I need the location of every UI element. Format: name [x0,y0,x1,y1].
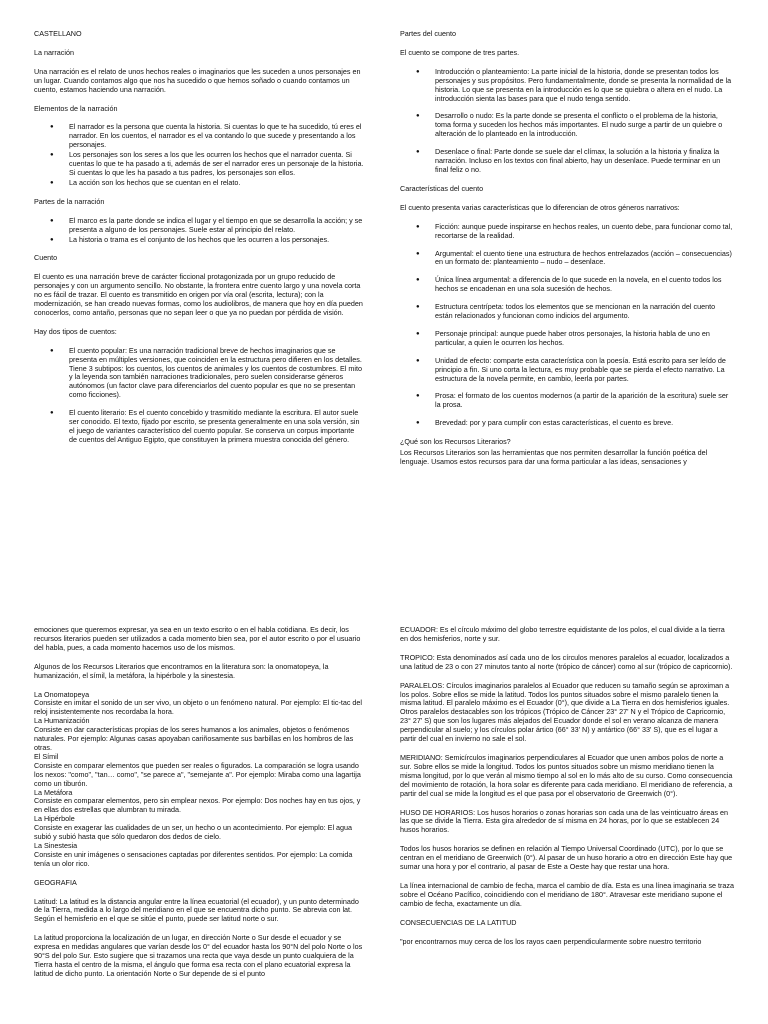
paragraph-cuento: El cuento es una narración breve de carácter ficcional protagonizada por un grupo reducido de personajes y con un argumento sencillo. No obstante, la frontera entre cuento largo y una novela corta no es fácil de trazar. El cuento es transmitido en origen por vía oral (escrita, lectura); con la modernización, se han creado nuevas formas, como los audiolibros, de manera que hoy en día pueden conocerlos, como antaño, personas que no sepan leer o que ya no puedan por pérdida de visión. [34,272,363,317]
list-item: ● La acción son los hechos que se cuentan en el relato. [34,179,364,188]
paragraph-partes-intro: El cuento se compone de tres partes. [400,47,520,57]
geografia-column [400,626,734,1024]
paragraph-fecha: La línea internacional de cambio de fecha, marca el cambio de día. Esta es una línea imaginaria se traza sobre el Océano Pacífico, coincidiendo con el meridiano de 180°. Atravesar este meridiano supone el cambio de fecha, exactamente un día. [400,880,734,908]
list-item: ● Estructura centrípeta: todos los elementos que se mencionan en la narración del cuento están relacionados y funcionan como indicios del argumento. [400,303,734,321]
paragraph-recursos-cont: emociones que queremos expresar, ya sea en un texto escrito o en el habla cotidiana. Es decir, los recursos literarios pueden ser utilizados a cada momento bien sea, por el autor escrito o por el usuario del habla, pues, a cada momento hacemos uso de los mismos. [34,626,361,652]
recursos-lista [34,691,368,869]
heading-consecuencias: CONSECUENCIAS DE LA LATITUD [400,917,517,927]
list-item: ● Personaje principal: aunque puede haber otros personajes, la historia habla de uno en particular, a quien le ocurren los hechos. [400,330,734,348]
paragraph-utc: Todos los husos horarios se definen en relación al Tiempo Universal Coordinado (UTC), por lo que se centran en el meridiano de Greenwich (0°). Al pasar de un huso horario a otro en dirección Este hay que sumar una hora y por el contrario, al pasar de Este a Oeste hay que restar una hora. [400,844,733,872]
list-item: ● El cuento popular: Es una narración tradicional breve de hechos imaginarios que se presenta en múltiples versiones, que coinciden en la estructura pero difieren en los detalles. Tiene 3 subtipos: los cuentos, los cuentos de animales y los cuentos de costumbres. El mito y la leyenda son también narraciones tradicionales, pero suelen considerarse géneros autónomos (un factor clave para diferenciarlos del cuento popular es que no se presentan como ficciones). [34,347,364,400]
recurso-desc: Consiste en comparar elementos que pueden ser reales o figurados. La comparación se logra usando los nexos: "como", "tan… como", "se parece a", "semejante a". Por ejemplo: Miraba como una lagartija como un tiburón. [34,760,361,788]
recurso-title: La Onomatopeya [34,689,90,699]
castellano-column [34,30,364,590]
section-title-castellano: CASTELLANO [34,30,82,38]
list-item: ● El narrador es la persona que cuenta la historia. Si cuentas lo que te ha sucedido, tú eres el narrador. En los cuentos, el narrador es el va contando lo que sucede y presentando a los personajes. [34,123,364,150]
list-item: ● Argumental: el cuento tiene una estructura de hechos entrelazados (acción – consecuencias) en un formato de: planteamiento – nudo – desenlace. [400,250,734,268]
partes-cuento-list [400,68,734,175]
recurso-title: La Metáfora [34,787,73,797]
recurso-desc: Consiste en unir imágenes o sensaciones captadas por diferentes sentidos. Por ejemplo: La comida tenía un olor rico. [34,849,353,868]
paragraph-paralelos: PARALELOS: Círculos imaginarios paralelos al Ecuador que reducen su tamaño según se aproximan a los polos. Sobre ellos se mide la latitud. Todos los puntos situados sobre el mismo paralelo tienen la misma latitud. El paralelo máximo es el Ecuador (0°), que divide a La Tierra en dos hemisferios iguales. Otros paralelos destacables son los trópicos (Trópico de Cáncer 23° 27' N y el Trópico de Capricornio, 23° 27' S) que son los lugares más alejados del Ecuador donde el sol en verano alcanza de manera perpendicular al suelo; y los círculos polar ártico (66° 33' N) y antártico (66° 33' S), que es el lugar a partir del cual en invierno no sale el sol. [400,680,730,744]
heading-recursos: ¿Qué son los Recursos Literarios? [400,437,511,447]
list-item: ● Brevedad: por y para cumplir con estas características, el cuento es breve. [400,419,734,428]
heading-partes-cuento: Partes del cuento [400,30,456,38]
list-item: ● Desenlace o final: Parte donde se suele dar el clímax, la solución a la historia y finaliza la narración. Incluso en los textos con final abierto, hay un desenlace. Puede terminar en un final feliz o no. [400,148,734,175]
paragraph-latitud-2: La latitud proporciona la localización de un lugar, en dirección Norte o Sur desde el ecuador y se expresa en medidas angulares que varían desde los 0° del ecuador hasta los 90°N del polo Norte o los 90°S del polo Sur. Esto sugiere que si trazamos una recta que vaya desde un punto cualquiera de la Tierra hasta el centro de la misma, el ángulo que forma esa recta con el plano ecuatorial expresa la latitud de dicho punto. La orientación Norte o Sur depende de si el punto [34,933,363,978]
paragraph-recursos-algunos: Algunos de los Recursos Literarios que encontramos en la literatura son: la onomatopeya, la humanización, el símil, la metáfora, la hipérbole y la sinestesia. [34,661,329,680]
partes-cuento-column [400,30,734,590]
heading-caracteristicas: Características del cuento [400,183,484,193]
recurso-desc: Consiste en exagerar las cualidades de un ser, un hecho o un acontecimiento. Por ejemplo: El agua subió y subió hasta que sólo quedaron dos dedos de cielo. [34,823,353,842]
paragraph-consecuencias: "por encontrarnos muy cerca de los los rayos caen perpendicularmente sobre nuestro territorio [400,936,702,946]
heading-geografia: GEOGRAFIA [34,877,77,887]
paragraph-ecuador: ECUADOR: Es el círculo máximo del globo terrestre equidistante de los polos, el cual divide a la tierra en dos hemisferios, norte y sur. [400,626,725,643]
list-item: ● Introducción o planteamiento: La parte inicial de la historia, donde se presentan todos los personajes y sus propósitos. Pero fundamentalmente, donde se presenta la normalidad de la historia. Lo que se presenta en la introducción es lo que se quiebra o altera en el nudo. La introducción sienta las bases para que el nudo tenga sentido. [400,68,734,104]
list-item: ● El marco es la parte donde se indica el lugar y el tiempo en que se desarrolla la acción; y se presenta a alguno de los personajes. Suele estar al principio del relato. [34,217,364,235]
recurso-title: La Humanización [34,716,90,726]
heading-cuento: Cuento [34,253,58,263]
list-item: ● La historia o trama es el conjunto de los hechos que les ocurren a los personajes. [34,236,364,245]
paragraph-recursos: Los Recursos Literarios son las herramientas que nos permiten desarrollar la función poética del lenguaje. Usamos estos recursos para dar una forma particular a las ideas, sensaciones y [400,448,708,466]
recursos-geografia-column [34,626,368,1024]
heading-tipos-cuento: Hay dos tipos de cuentos: [34,326,117,336]
list-item: ● Prosa: el formato de los cuentos modernos (a partir de la aparición de la escritura) suele ser la prosa. [400,392,734,410]
paragraph-latitud: Latitud: La latitud es la distancia angular entre la línea ecuatorial (el ecuador), y un punto determinado de la Tierra, medida a lo largo del meridiano en el que se encuentra dicho punto. Se abrevia con lat. Según el hemisferio en el que se sitúe el punto, puede ser latitud norte o sur. [34,896,359,924]
recurso-title: El Símil [34,751,59,761]
recurso-title: La Sinestesia [34,840,78,850]
paragraph-tropico: TROPICO: Esta denominados así cada uno de los círculos menores paralelos al ecuador, localizados a una latitud de 23 o con 27 minutos tanto al norte (trópico de cáncer) como al sur (trópico de capricornio). [400,652,733,671]
list-item: ● Única línea argumental: a diferencia de lo que sucede en la novela, en el cuento todos los hechos se encadenan en una sola sucesión de hechos. [400,276,734,294]
list-item: ● Los personajes son los seres a los que les ocurren los hechos que el narrador cuenta. Si cuentas lo que te ha pasado a ti, además de ser el narrador eres un personaje de la historia. Si cuentas lo que les ha pasado a tus padres, los personajes son ellos. [34,151,364,178]
elementos-list [34,123,364,187]
recurso-title: La Hipérbole [34,814,75,824]
recurso-desc: Consiste en imitar el sonido de un ser vivo, un objeto o un fenómeno natural. Por ejemplo: El tic-tac del reloj insistentemente nos recordaba la hora. [34,698,363,717]
recurso-desc: Consiste en comparar elementos, pero sin emplear nexos. Por ejemplo: Dos noches hay en tus ojos, y en ellas dos estrellas que alumbran tu mirada. [34,796,361,815]
list-item: ● Desarrollo o nudo: Es la parte donde se presenta el conflicto o el problema de la historia, toma forma y suceden los hechos más importantes. El nudo surge a partir de un quiebre o alteración de lo planteado en la introducción. [400,112,734,139]
paragraph-narracion: Una narración es el relato de unos hechos reales o imaginarios que les suceden a unos personajes en un lugar. Cuando contamos algo que nos ha sucedido o que hemos soñado o cuando contamos un cuento, estamos haciendo una narración. [34,66,361,94]
list-item: ● El cuento literario: Es el cuento concebido y trasmitido mediante la escritura. El autor suele ser conocido. El texto, fijado por escrito, se presenta generalmente en una sola versión, sin el juego de variantes característico del cuento popular. Se conserva un corpus importante de cuentos del Antiguo Egipto, que constituyen la primera muestra conocida del género. [34,409,364,445]
caracteristicas-list [400,223,734,429]
paragraph-husos: HUSO DE HORARIOS: Los husos horarios o zonas horarias son cada una de las veinticuatro áreas en las que se divide la Tierra. Esta gira alrededor de sí misma en 24 horas, por lo que se establecen 24 husos horarios. [400,807,728,835]
heading-narracion: La narración [34,47,74,57]
paragraph-meridiano: MERIDIANO: Semicírculos imaginarios perpendiculares al Ecuador que unen ambos polos de norte a sur. Sobre ellos se mide la longitud. Todos los puntos situados sobre un mismo meridiano tienen la misma longitud, por lo que verán al mismo tiempo al sol en lo más alto de su curso. Como consecuencia del movimiento de rotación, la hora solar es diferente para cada meridiano. El meridiano de referencia, a partir del cual se mide la longitud es el que pasa por el observatorio de Greenwich (0°). [400,752,733,798]
list-item: ● Unidad de efecto: comparte esta característica con la poesía. Está escrito para ser leído de principio a fin. Si uno corta la lectura, es muy probable que se pierda el efecto narrativo. La estructura de la novela permite, en cambio, leerla por partes. [400,357,734,384]
heading-elementos: Elementos de la narración [34,103,118,113]
partes-narracion-list [34,217,364,245]
tipos-cuento-list [34,347,364,445]
paragraph-caracteristicas: El cuento presenta varias características que lo diferencian de otros géneros narrativos: [400,202,680,212]
recurso-desc: Consiste en dar características propias de los seres humanos a los animales, objetos o fenómenos naturales. Por ejemplo: Algunas casas apoyaban cariñosamente sus barbillas en los hombros de las otras. [34,725,354,752]
list-item: ● Ficción: aunque puede inspirarse en hechos reales, un cuento debe, para funcionar como tal, recortarse de la realidad. [400,223,734,241]
heading-partes-narracion: Partes de la narración [34,196,105,206]
